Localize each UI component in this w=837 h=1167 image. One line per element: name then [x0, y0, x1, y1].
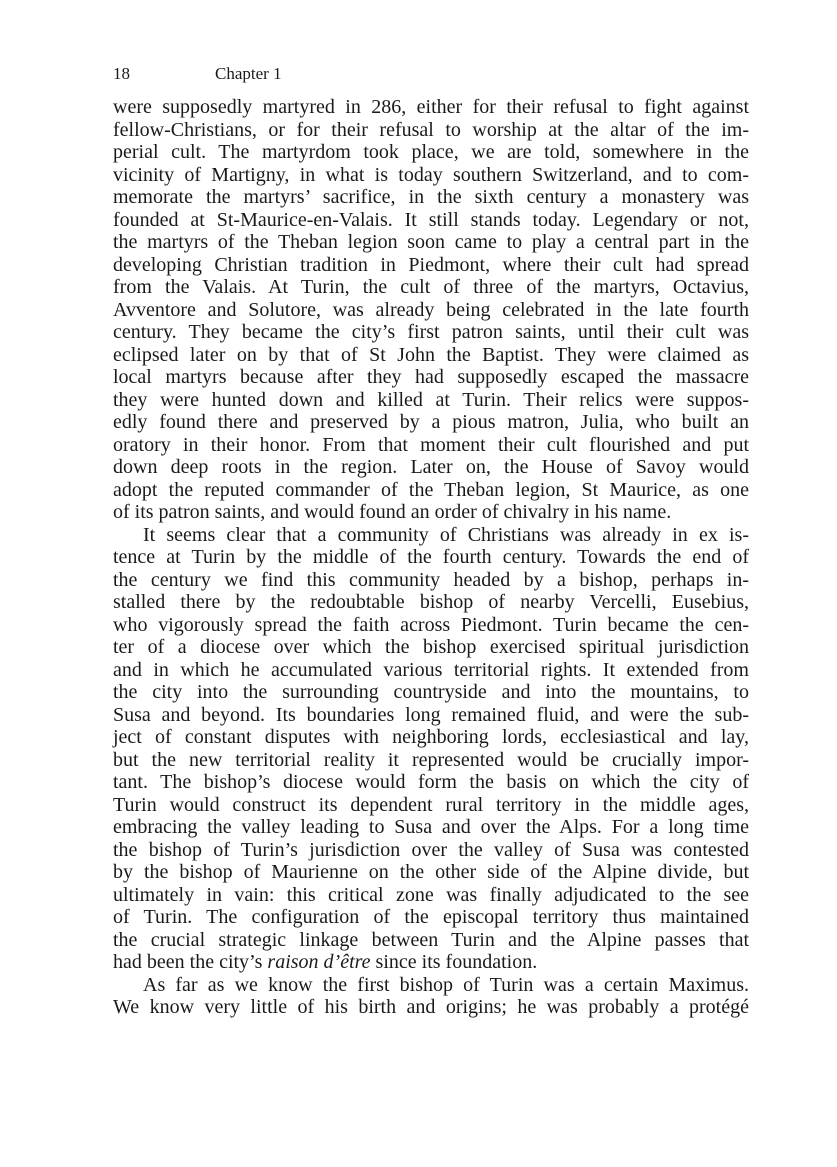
text-line: the city into the surrounding countryside and into the mountains, to	[113, 681, 749, 703]
text-line: century. They became the city’s first patron saints, until their cult was	[113, 321, 749, 343]
text-line: the century we find this community headed by a bishop, perhaps in-	[113, 568, 749, 591]
text-line: fellow-Christians, or for their refusal to worship at the altar of the im-	[113, 118, 749, 141]
text-line: vicinity of Martigny, in what is today southern Switzerland, and to com-	[113, 163, 749, 186]
text-line: by the bishop of Maurienne on the other side of the Alpine divide, but	[113, 861, 749, 883]
book-page	[113, 62, 749, 1019]
text-line: ter of a diocese over which the bishop exercised spiritual jurisdiction	[113, 636, 749, 658]
text-line: As far as we know the first bishop of Turin was a certain Maximus.	[143, 973, 749, 996]
text-line: oratory in their honor. From that moment their cult flourished and put	[113, 433, 749, 456]
paragraph	[113, 974, 749, 1019]
text-line: were supposedly martyred in 286, either for their refusal to fight against	[113, 96, 749, 118]
text-line: the martyrs of the Theban legion soon came to play a central part in the	[113, 231, 749, 253]
text-line: adopt the reputed commander of the Theban legion, St Maurice, as one	[113, 478, 749, 501]
text-segment: had been the city’s	[113, 951, 268, 973]
text-line: from the Valais. At Turin, the cult of three of the martyrs, Octavius,	[113, 276, 749, 298]
chapter-title: Chapter 1	[215, 64, 282, 83]
text-line: edly found there and preserved by a pious matron, Julia, who built an	[113, 411, 749, 433]
text-line: they were hunted down and killed at Turin. Their relics were suppos-	[113, 388, 749, 411]
running-head	[113, 62, 749, 88]
paragraph	[113, 96, 749, 524]
text-line: of Turin. The configuration of the episcopal territory thus maintained	[113, 906, 749, 928]
text-line: Susa and beyond. Its boundaries long remained fluid, and were the sub-	[113, 703, 749, 726]
paragraph	[113, 524, 749, 974]
text-line: It seems clear that a community of Christians was already in ex is-	[143, 523, 749, 546]
text-line: tant. The bishop’s diocese would form the basis on which the city of	[113, 771, 749, 793]
text-line: ultimately in vain: this critical zone was finally adjudicated to the see	[113, 883, 749, 906]
text-line: who vigorously spread the faith across Piedmont. Turin became the cen-	[113, 613, 749, 636]
text-line: embracing the valley leading to Susa and over the Alps. For a long time	[113, 816, 749, 838]
text-line: eclipsed later on by that of St John the Baptist. They were claimed as	[113, 343, 749, 366]
text-line: Turin would construct its dependent rural territory in the middle ages,	[113, 793, 749, 816]
text-line: stalled there by the redoubtable bishop of nearby Vercelli, Eusebius,	[113, 591, 749, 613]
text-line: and in which he accumulated various territorial rights. It extended from	[113, 658, 749, 681]
text-line: Avventore and Solutore, was already being celebrated in the late fourth	[113, 298, 749, 321]
text-line: but the new territorial reality it represented would be crucially impor-	[113, 748, 749, 771]
text-segment: since its foundation.	[370, 951, 538, 973]
italic-phrase: raison d’être	[267, 951, 371, 973]
text-line: We know very little of his birth and origins; he was probably a protégé	[113, 996, 749, 1018]
text-line: tence at Turin by the middle of the fourth century. Towards the end of	[113, 546, 749, 568]
text-line: ject of constant disputes with neighboring lords, ecclesiastical and lay,	[113, 726, 749, 748]
text-line	[113, 951, 749, 974]
text-line: the bishop of Turin’s jurisdiction over the valley of Susa was contested	[113, 838, 749, 861]
text-line: memorate the martyrs’ sacrifice, in the sixth century a monastery was	[113, 186, 749, 208]
text-line: local martyrs because after they had supposedly escaped the massacre	[113, 366, 749, 388]
text-line: the crucial strategic linkage between Turin and the Alpine passes that	[113, 928, 749, 951]
text-line: developing Christian tradition in Piedmont, where their cult had spread	[113, 253, 749, 276]
text-line: down deep roots in the region. Later on, the House of Savoy would	[113, 456, 749, 478]
body-text	[113, 96, 749, 1019]
text-line: of its patron saints, and would found an order of chivalry in his name.	[113, 501, 672, 523]
text-line: founded at St-Maurice-en-Valais. It still stands today. Legendary or not,	[113, 208, 749, 231]
text-line: perial cult. The martyrdom took place, we are told, somewhere in the	[113, 141, 749, 163]
page-number: 18	[113, 64, 130, 83]
